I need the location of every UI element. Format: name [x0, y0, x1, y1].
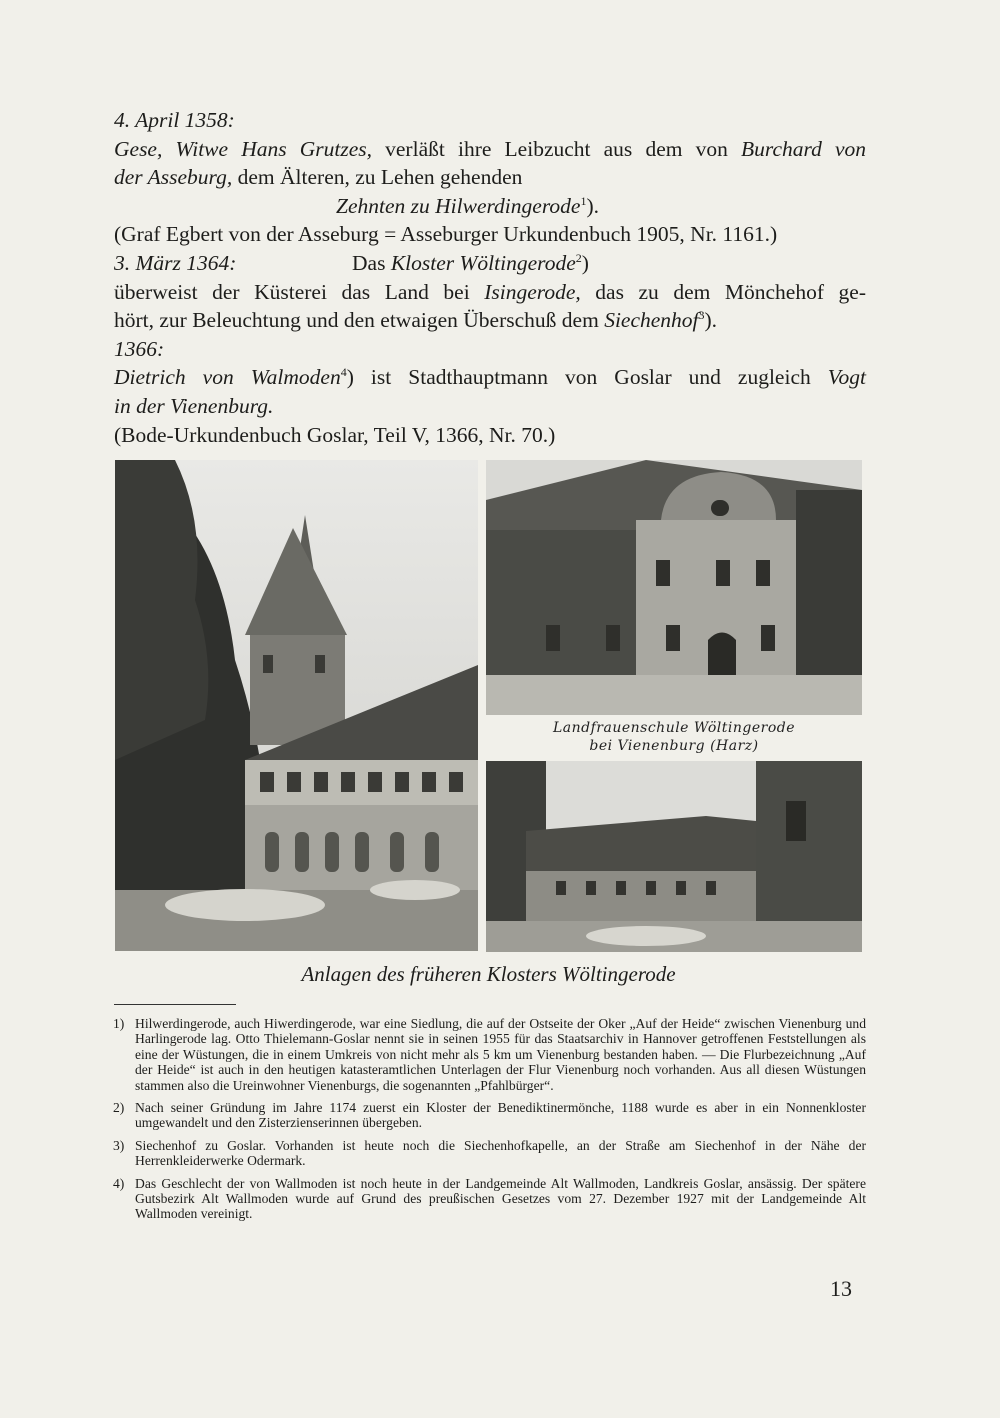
footnote-ref-3: 3 [698, 308, 705, 322]
entry-1364-line-2: überweist der Küsterei das Land bei Isingerode, das zu dem Mönchehof ge- [114, 279, 866, 304]
page-number: 13 [830, 1276, 852, 1301]
entry-1366-date: 1366: [114, 336, 165, 361]
entry-1366-source: (Bode-Urkundenbuch Goslar, Teil V, 1366, Nr. 70.) [114, 422, 556, 447]
handwritten-inscription: Landfrauenschule Wöltingerode bei Vienenburg (Harz) [552, 720, 795, 754]
photo-church [115, 460, 478, 951]
entry-1358-line-1: Gese, Witwe Hans Grutzes, verläßt ihre Leibzucht aus dem von Burchard von [114, 136, 866, 161]
footnote-ref-2: 2 [575, 250, 582, 265]
photo-caption: Anlagen des früheren Klosters Wöltingerode [301, 962, 676, 986]
entry-1358-date: 4. April 1358: [114, 108, 235, 132]
footnote-ref-1: 1 [580, 193, 587, 208]
footnote-separator [114, 1004, 236, 1005]
entry-1364-date: 3. März 1364: [114, 250, 237, 275]
entry-1358-source: (Graf Egbert von der Asseburg = Asseburger Urkundenbuch 1905, Nr. 1161.) [114, 222, 778, 247]
entry-1364-head: 3. März 1364: Das Kloster Wöltingerode$^2$) [114, 250, 589, 275]
footnotes [113, 1016, 866, 1229]
photo-school-building [486, 460, 862, 715]
entry-1364-line-3: hört, zur Beleuchtung und den etwaigen Überschuß dem Siechenhof$^3$). [114, 308, 718, 333]
footnote-1: 1) Hilwerdingerode, auch Hiwerdingerode, war eine Siedlung, die auf der Ostseite der Oker „Auf der Heide“ zwischen Vienenburg und Harlingerode lag. Otto Thielemann-Goslar nennt sie in seinen 1955 für das Staatsarchiv in Hannover getroffenen Feststellungen als eine der Wüstungen, die in einem Umkreis von nicht mehr als 5 km um Vienenburg bestanden haben. — Die Flurbezeichnung „Auf der Heide“ ist auch in den heutigen katasteramtlichen Unterlagen der Flur Vienenburg noch vorhanden. Aus all diesen Wüstungen stammen also die Ureinwohner Vienenburgs, die sogenannten „Pfahlbürger“. [113, 1016, 866, 1093]
footnote-ref-4: 4 [340, 365, 347, 380]
entry-1358-line-3: Zehnten zu Hilwerdingerode$^1$). [336, 193, 599, 218]
footnote-2: 2) Nach seiner Gründung im Jahre 1174 zuerst ein Kloster der Benediktinermönche, 1188 wurde es aber in ein Nonnenkloster umgewandelt und den Zisterzienserinnen übergeben. [113, 1100, 866, 1131]
footnote-3: 3) Siechenhof zu Goslar. Vorhanden ist heute noch die Siechenhofkapelle, an der Straße am Siechenhof in der Nähe der Herrenkleiderwerke Odermark. [113, 1137, 866, 1169]
photo-courtyard [486, 761, 862, 952]
entry-1366-line-1: Dietrich von Walmoden$^4$) ist Stadthauptmann von Goslar und zugleich Vogt [114, 365, 866, 390]
entry-1358-line-2: der Asseburg, dem Älteren, zu Lehen gehenden [114, 165, 523, 190]
entry-1366-line-2: in der Vienenburg. [114, 393, 274, 418]
chronicle-entries [114, 106, 866, 449]
footnote-4: 4) Das Geschlecht der von Wallmoden ist noch heute in der Landgemeinde Alt Wallmoden, Landkreis Goslar, ansässig. Der spätere Gutsbezirk Alt Wallmoden wurde auf Grund des preußischen Gesetzes vom 27. Dezember 1927 mit der Landgemeinde Alt Wallmoden vereinigt. [113, 1175, 866, 1222]
